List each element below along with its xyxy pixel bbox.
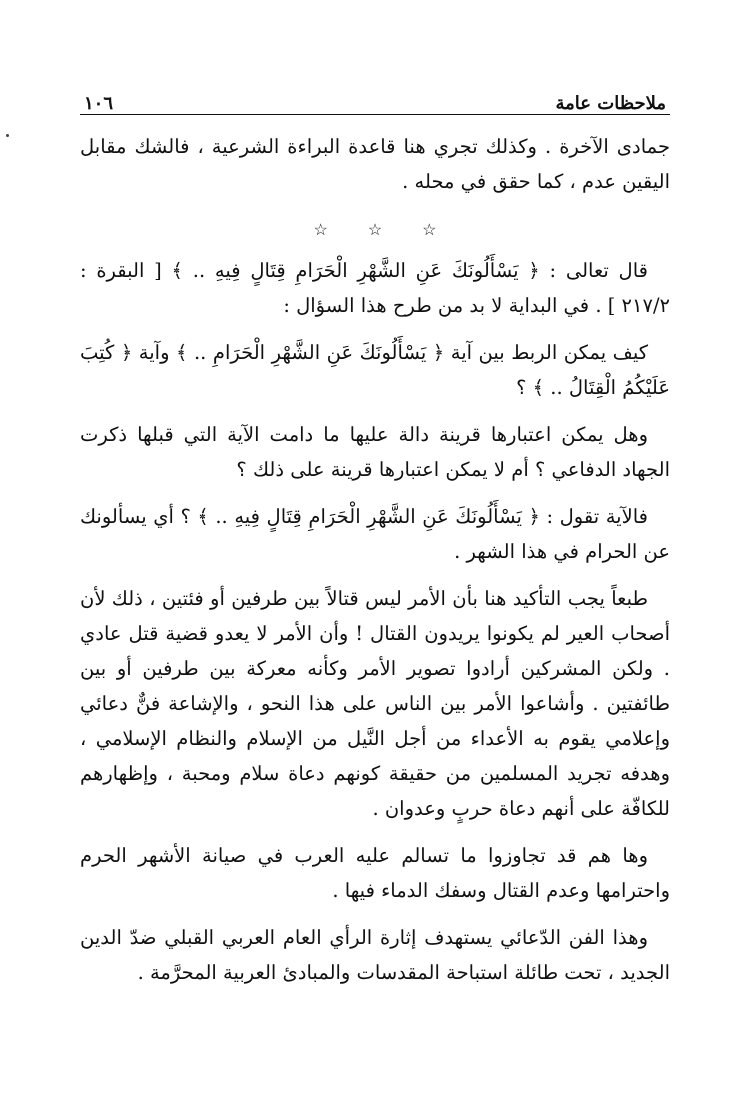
star-icon: ☆ [422, 219, 437, 239]
running-header [80, 84, 670, 115]
paragraph: طبعاً يجب التأكيد هنا بأن الأمر ليس قتالاً بين طرفين أو فئتين ، ذلك لأن أصحاب العير لم يكونوا يريدون القتال ! وأن الأمر لا يعدو قضية قتل عادي . ولكن المشركين أرادوا تصوير الأمر وكأنه معركة بين طرفين أو بين طائفتين . وأشاعوا الأمر بين الناس على هذا النحو ، والإشاعة فنٌّ دعائي وإعلامي يقوم به الأعداء من أجل النَّيل من الإسلام والنظام الإسلامي ، وهدفه تجريد المسلمين من حقيقة كونهم دعاة سلام ومحبة ، وإظهارهم للكافّة على أنهم دعاة حربٍ وعدوان . [80, 587, 670, 820]
paragraph: جمادى الآخرة . وكذلك تجري هنا قاعدة البراءة الشرعية ، فالشك مقابل اليقين عدم ، كما حقق في محله . [80, 135, 670, 193]
star-icon: ☆ [367, 219, 383, 239]
header-title: ملاحظات عامة [555, 93, 666, 114]
paragraph: كيف يمكن الربط بين آية ﴿ يَسْأَلُونَكَ عَنِ الشَّهْرِ الْحَرَامِ .. ﴾ وآية ﴿ كُتِبَ عَلَيْكُمُ الْقِتَالُ .. ﴾ ؟ [80, 341, 670, 399]
page-body [80, 129, 670, 990]
paragraph: وهذا الفن الدّعائي يستهدف إثارة الرأي العام العربي القبلي ضدّ الدين الجديد ، تحت طائلة استباحة المقدسات والمبادئ العربية المحرَّمة . [80, 926, 670, 984]
book-page [80, 84, 670, 990]
paragraph: وها هم قد تجاوزوا ما تسالم عليه العرب في صيانة الأشهر الحرم واحترامها وعدم القتال وسفك الدماء فيها . [80, 844, 670, 902]
paragraph: قال تعالى : ﴿ يَسْأَلُونَكَ عَنِ الشَّهْرِ الْحَرَامِ قِتَالٍ فِيهِ .. ﴾ [ البقرة : ٢١٧/٢ ] . في البداية لا بد من طرح هذا السؤال : [80, 259, 670, 317]
scan-speck [6, 134, 9, 137]
section-separator [80, 209, 670, 249]
star-icon: ☆ [313, 219, 328, 239]
page-number: ١٠٦ [84, 93, 114, 114]
paragraph: فالآية تقول : ﴿ يَسْأَلُونَكَ عَنِ الشَّهْرِ الْحَرَامِ قِتَالٍ فِيهِ .. ﴾ ؟ أي يسألونك عن الحرام في هذا الشهر . [80, 505, 670, 563]
paragraph: وهل يمكن اعتبارها قرينة دالة عليها ما دامت الآية التي قبلها ذكرت الجهاد الدفاعي ؟ أم لا يمكن اعتبارها قرينة على ذلك ؟ [80, 423, 670, 481]
